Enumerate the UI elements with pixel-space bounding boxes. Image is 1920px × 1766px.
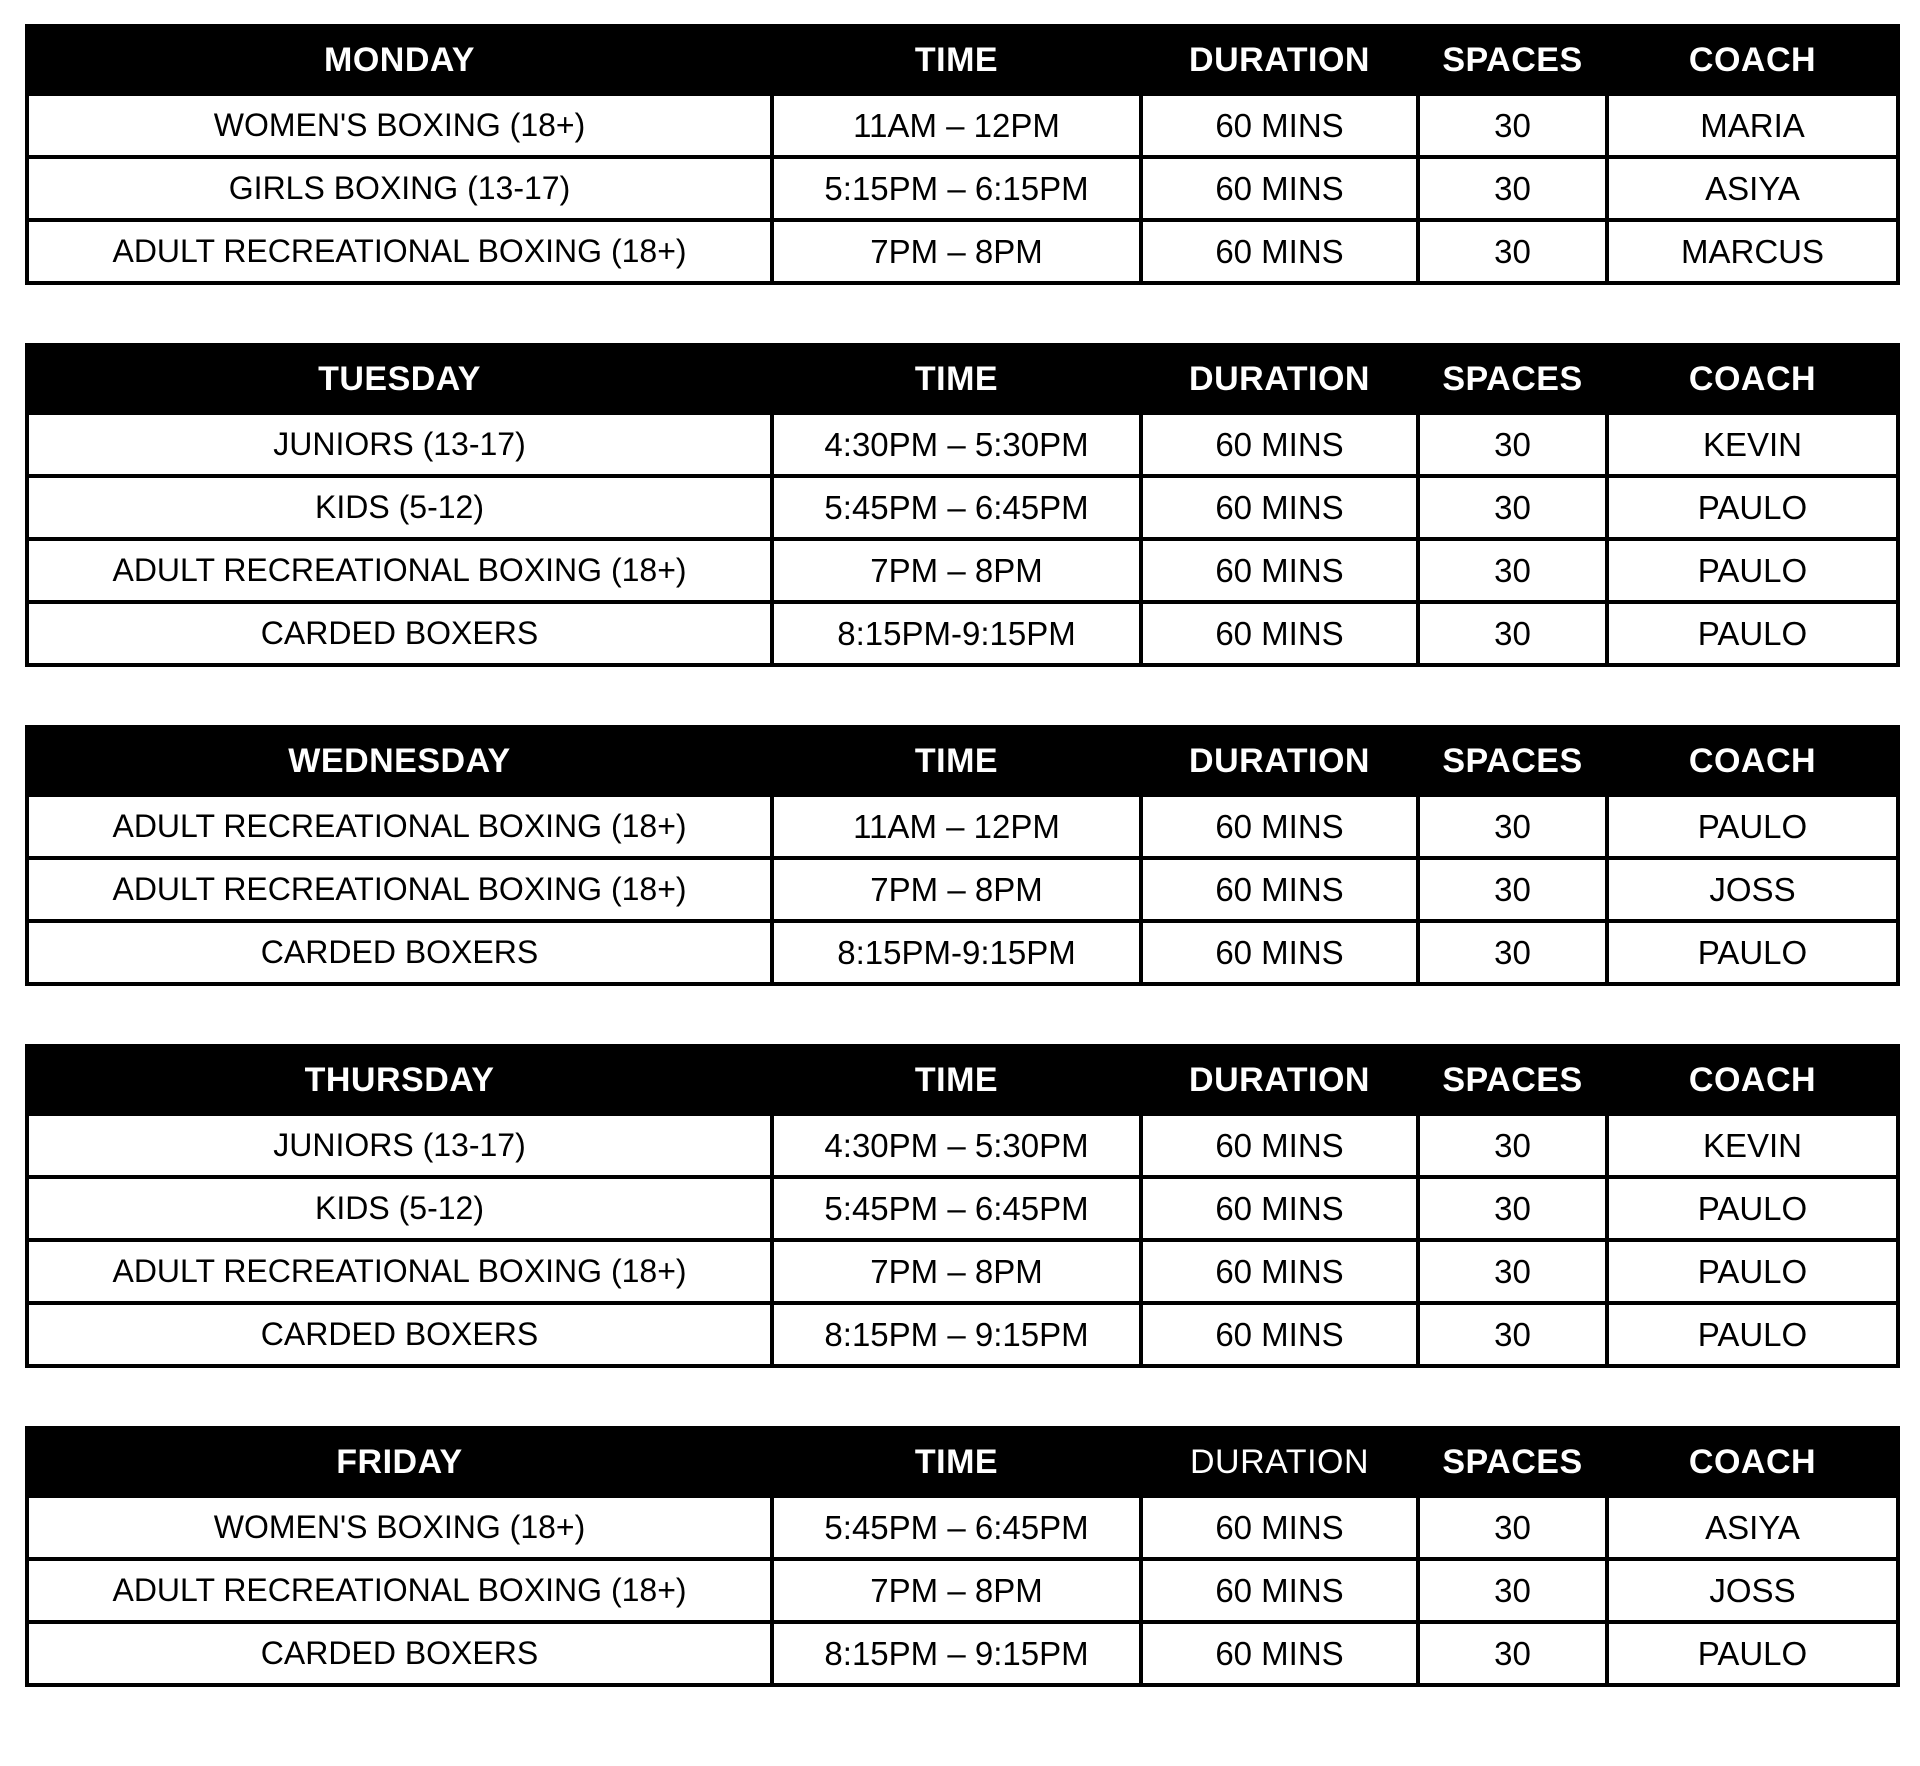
- coach-cell: KEVIN: [1607, 413, 1898, 476]
- duration-cell: 60 MINS: [1141, 921, 1418, 984]
- table-row: [27, 1240, 1898, 1303]
- class-cell: GIRLS BOXING (13-17): [27, 157, 772, 220]
- table-row: [27, 602, 1898, 665]
- coach-cell: JOSS: [1607, 858, 1898, 921]
- time-cell: 7PM – 8PM: [772, 1240, 1141, 1303]
- duration-column-header: DURATION: [1141, 1428, 1418, 1496]
- duration-cell: 60 MINS: [1141, 220, 1418, 283]
- coach-cell: PAULO: [1607, 602, 1898, 665]
- class-cell: ADULT RECREATIONAL BOXING (18+): [27, 220, 772, 283]
- time-column-header: TIME: [772, 727, 1141, 795]
- spaces-cell: 30: [1418, 413, 1607, 476]
- spaces-column-header: SPACES: [1418, 26, 1607, 94]
- coach-cell: PAULO: [1607, 795, 1898, 858]
- duration-cell: 60 MINS: [1141, 1177, 1418, 1240]
- class-cell: CARDED BOXERS: [27, 1303, 772, 1366]
- table-row: [27, 858, 1898, 921]
- spaces-cell: 30: [1418, 157, 1607, 220]
- spaces-cell: 30: [1418, 921, 1607, 984]
- class-cell: KIDS (5-12): [27, 1177, 772, 1240]
- spaces-cell: 30: [1418, 539, 1607, 602]
- time-cell: 8:15PM – 9:15PM: [772, 1622, 1141, 1685]
- day-heading: TUESDAY: [27, 345, 772, 413]
- coach-cell: PAULO: [1607, 476, 1898, 539]
- duration-cell: 60 MINS: [1141, 1496, 1418, 1559]
- spaces-cell: 30: [1418, 1240, 1607, 1303]
- duration-cell: 60 MINS: [1141, 858, 1418, 921]
- time-cell: 8:15PM – 9:15PM: [772, 1303, 1141, 1366]
- time-cell: 7PM – 8PM: [772, 1559, 1141, 1622]
- table-header-row: [27, 727, 1898, 795]
- time-cell: 7PM – 8PM: [772, 858, 1141, 921]
- tuesday-schedule-table: [25, 343, 1900, 667]
- coach-cell: PAULO: [1607, 1622, 1898, 1685]
- table-row: [27, 94, 1898, 157]
- table-row: [27, 1559, 1898, 1622]
- class-cell: ADULT RECREATIONAL BOXING (18+): [27, 795, 772, 858]
- coach-column-header: COACH: [1607, 26, 1898, 94]
- class-cell: KIDS (5-12): [27, 476, 772, 539]
- spaces-cell: 30: [1418, 1114, 1607, 1177]
- table-header-row: [27, 1428, 1898, 1496]
- table-row: [27, 795, 1898, 858]
- class-cell: CARDED BOXERS: [27, 602, 772, 665]
- spaces-cell: 30: [1418, 1177, 1607, 1240]
- coach-column-header: COACH: [1607, 1428, 1898, 1496]
- duration-cell: 60 MINS: [1141, 157, 1418, 220]
- time-column-header: TIME: [772, 345, 1141, 413]
- spaces-cell: 30: [1418, 1559, 1607, 1622]
- duration-cell: 60 MINS: [1141, 795, 1418, 858]
- table-row: [27, 1114, 1898, 1177]
- coach-column-header: COACH: [1607, 727, 1898, 795]
- coach-cell: PAULO: [1607, 539, 1898, 602]
- coach-column-header: COACH: [1607, 1046, 1898, 1114]
- time-column-header: TIME: [772, 26, 1141, 94]
- class-cell: JUNIORS (13-17): [27, 413, 772, 476]
- coach-cell: MARIA: [1607, 94, 1898, 157]
- duration-cell: 60 MINS: [1141, 94, 1418, 157]
- coach-cell: ASIYA: [1607, 157, 1898, 220]
- wednesday-schedule-table: [25, 725, 1900, 986]
- duration-cell: 60 MINS: [1141, 476, 1418, 539]
- table-header-row: [27, 1046, 1898, 1114]
- table-row: [27, 1622, 1898, 1685]
- duration-column-header: DURATION: [1141, 345, 1418, 413]
- coach-cell: PAULO: [1607, 921, 1898, 984]
- class-cell: ADULT RECREATIONAL BOXING (18+): [27, 539, 772, 602]
- table-header-row: [27, 26, 1898, 94]
- time-column-header: TIME: [772, 1046, 1141, 1114]
- coach-column-header: COACH: [1607, 345, 1898, 413]
- coach-cell: PAULO: [1607, 1240, 1898, 1303]
- time-cell: 8:15PM-9:15PM: [772, 602, 1141, 665]
- table-row: [27, 157, 1898, 220]
- class-cell: ADULT RECREATIONAL BOXING (18+): [27, 858, 772, 921]
- spaces-cell: 30: [1418, 602, 1607, 665]
- coach-cell: PAULO: [1607, 1303, 1898, 1366]
- spaces-column-header: SPACES: [1418, 727, 1607, 795]
- coach-cell: PAULO: [1607, 1177, 1898, 1240]
- class-cell: WOMEN'S BOXING (18+): [27, 94, 772, 157]
- day-heading: MONDAY: [27, 26, 772, 94]
- monday-schedule-table: [25, 24, 1900, 285]
- time-cell: 7PM – 8PM: [772, 220, 1141, 283]
- table-row: [27, 220, 1898, 283]
- spaces-column-header: SPACES: [1418, 345, 1607, 413]
- table-row: [27, 1496, 1898, 1559]
- duration-cell: 60 MINS: [1141, 1303, 1418, 1366]
- coach-cell: JOSS: [1607, 1559, 1898, 1622]
- spaces-cell: 30: [1418, 1622, 1607, 1685]
- table-row: [27, 1177, 1898, 1240]
- table-row: [27, 539, 1898, 602]
- spaces-cell: 30: [1418, 476, 1607, 539]
- duration-column-header: DURATION: [1141, 727, 1418, 795]
- time-cell: 11AM – 12PM: [772, 795, 1141, 858]
- time-cell: 5:45PM – 6:45PM: [772, 1496, 1141, 1559]
- class-cell: CARDED BOXERS: [27, 1622, 772, 1685]
- duration-column-header: DURATION: [1141, 26, 1418, 94]
- thursday-schedule-table: [25, 1044, 1900, 1368]
- time-cell: 4:30PM – 5:30PM: [772, 1114, 1141, 1177]
- table-row: [27, 1303, 1898, 1366]
- spaces-column-header: SPACES: [1418, 1046, 1607, 1114]
- day-heading: FRIDAY: [27, 1428, 772, 1496]
- duration-column-header: DURATION: [1141, 1046, 1418, 1114]
- table-row: [27, 413, 1898, 476]
- spaces-cell: 30: [1418, 795, 1607, 858]
- weekly-class-schedule: [25, 24, 1896, 1687]
- time-cell: 5:45PM – 6:45PM: [772, 476, 1141, 539]
- time-cell: 5:15PM – 6:15PM: [772, 157, 1141, 220]
- day-heading: THURSDAY: [27, 1046, 772, 1114]
- duration-cell: 60 MINS: [1141, 413, 1418, 476]
- time-cell: 11AM – 12PM: [772, 94, 1141, 157]
- time-column-header: TIME: [772, 1428, 1141, 1496]
- spaces-cell: 30: [1418, 94, 1607, 157]
- duration-cell: 60 MINS: [1141, 1559, 1418, 1622]
- coach-cell: ASIYA: [1607, 1496, 1898, 1559]
- table-header-row: [27, 345, 1898, 413]
- time-cell: 7PM – 8PM: [772, 539, 1141, 602]
- class-cell: WOMEN'S BOXING (18+): [27, 1496, 772, 1559]
- spaces-cell: 30: [1418, 220, 1607, 283]
- duration-cell: 60 MINS: [1141, 1622, 1418, 1685]
- duration-cell: 60 MINS: [1141, 1114, 1418, 1177]
- time-cell: 8:15PM-9:15PM: [772, 921, 1141, 984]
- spaces-column-header: SPACES: [1418, 1428, 1607, 1496]
- class-cell: JUNIORS (13-17): [27, 1114, 772, 1177]
- class-cell: CARDED BOXERS: [27, 921, 772, 984]
- time-cell: 5:45PM – 6:45PM: [772, 1177, 1141, 1240]
- coach-cell: MARCUS: [1607, 220, 1898, 283]
- coach-cell: KEVIN: [1607, 1114, 1898, 1177]
- duration-cell: 60 MINS: [1141, 539, 1418, 602]
- class-cell: ADULT RECREATIONAL BOXING (18+): [27, 1240, 772, 1303]
- spaces-cell: 30: [1418, 1303, 1607, 1366]
- duration-cell: 60 MINS: [1141, 602, 1418, 665]
- class-cell: ADULT RECREATIONAL BOXING (18+): [27, 1559, 772, 1622]
- friday-schedule-table: [25, 1426, 1900, 1687]
- table-row: [27, 476, 1898, 539]
- table-row: [27, 921, 1898, 984]
- spaces-cell: 30: [1418, 1496, 1607, 1559]
- spaces-cell: 30: [1418, 858, 1607, 921]
- day-heading: WEDNESDAY: [27, 727, 772, 795]
- time-cell: 4:30PM – 5:30PM: [772, 413, 1141, 476]
- duration-cell: 60 MINS: [1141, 1240, 1418, 1303]
